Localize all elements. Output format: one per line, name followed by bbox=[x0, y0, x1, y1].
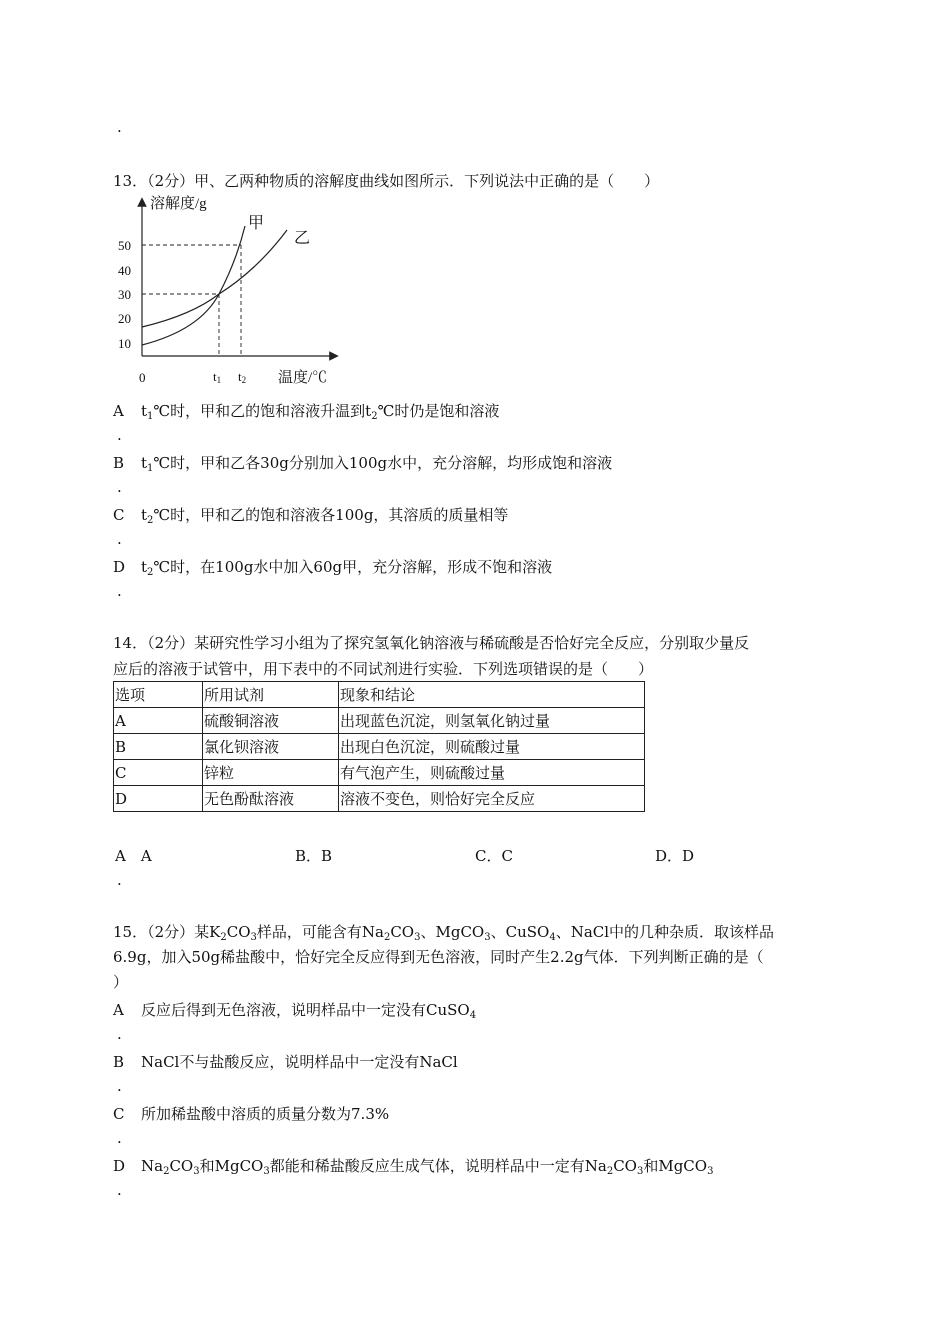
q13-option-a[interactable]: A $t_1℃$时，甲和乙的饱和溶液升温到$t_2℃$时仍是饱和溶液 bbox=[113, 402, 500, 422]
x-axis-label: 温度/℃ bbox=[278, 370, 328, 386]
table-cell: B bbox=[114, 734, 203, 760]
series-label-jia: 甲 bbox=[248, 215, 265, 232]
q13-option-c[interactable]: C $t_2℃$时，甲和乙的饱和溶液各100g，其溶质的质量相等 bbox=[113, 506, 509, 526]
q15-option-c[interactable]: C 所加稀盐酸中溶质的质量分数为7.3% bbox=[113, 1105, 390, 1123]
series-label-yi: 乙 bbox=[294, 230, 311, 247]
table-cell: 锌粒 bbox=[203, 760, 339, 786]
table-cell: 出现白色沉淀，则硫酸过量 bbox=[339, 734, 645, 760]
table-cell: C bbox=[114, 760, 203, 786]
q14-choice-a[interactable]: A A bbox=[115, 847, 152, 865]
table-header-cell: 现象和结论 bbox=[339, 682, 645, 708]
table-row bbox=[114, 708, 645, 734]
table-cell: 有气泡产生，则硫酸过量 bbox=[339, 760, 645, 786]
option-dot: . bbox=[117, 426, 122, 444]
y-axis-label: 溶解度/g bbox=[150, 196, 207, 212]
x-tick-label-t1: t1 bbox=[213, 369, 222, 385]
table-cell: D bbox=[114, 786, 203, 812]
table-header-cell: 选项 bbox=[114, 682, 203, 708]
option-dot: . bbox=[117, 1129, 122, 1147]
table-cell: 出现蓝色沉淀，则氢氧化钠过量 bbox=[339, 708, 645, 734]
q15-stem-line3: ） bbox=[113, 973, 129, 991]
option-dot: . bbox=[117, 1025, 122, 1043]
q15-stem-line2: 6.9g，加入50g稀盐酸中，恰好完全反应得到无色溶液，同时产生2.2g气体．下列判断正确的是（ bbox=[113, 948, 764, 966]
option-dot: . bbox=[117, 1181, 122, 1199]
q14-choice-c[interactable]: C．C bbox=[475, 847, 513, 865]
y-tick-label: 20 bbox=[118, 311, 131, 326]
option-dot: . bbox=[117, 582, 122, 600]
option-dot: . bbox=[117, 530, 122, 548]
table-row bbox=[114, 734, 645, 760]
q14-choice-b[interactable]: B．B bbox=[295, 847, 333, 865]
option-text: 反应后得到无色溶液，说明样品中一定没有CuSO$_4$ bbox=[141, 1001, 477, 1021]
table-cell: 硫酸铜溶液 bbox=[203, 708, 339, 734]
q15-stem-line1 bbox=[113, 921, 774, 942]
option-dot: . bbox=[117, 871, 122, 889]
option-text: NaCl不与盐酸反应，说明样品中一定没有NaCl bbox=[141, 1053, 458, 1071]
table-cell: 无色酚酞溶液 bbox=[203, 786, 339, 812]
curve-jia bbox=[142, 226, 245, 345]
q13-stem: 13．（2分）甲、乙两种物质的溶解度曲线如图所示．下列说法中正确的是（ ） bbox=[113, 172, 660, 190]
page-top-dot: . bbox=[117, 118, 122, 136]
y-tick-label: 30 bbox=[118, 287, 131, 302]
option-text: $Na_2CO_3$和MgCO$_3$都能和稀盐酸反应生成气体，说明样品中一定有$Na_2CO_3$和MgCO$_3$ bbox=[141, 1157, 714, 1177]
q13-solubility-chart bbox=[112, 190, 352, 390]
y-tick-label: 50 bbox=[118, 238, 131, 253]
table-cell: 溶液不变色，则恰好完全反应 bbox=[339, 786, 645, 812]
q14-stem-line1: 14．（2分）某研究性学习小组为了探究氢氧化钠溶液与稀硫酸是否恰好完全反应，分别取少量反 bbox=[113, 634, 750, 652]
table-row bbox=[114, 786, 645, 812]
q15-option-d[interactable]: D $Na_2CO_3$和MgCO$_3$都能和稀盐酸反应生成气体，说明样品中一定有$Na_2CO_3$和MgCO$_3$ bbox=[113, 1157, 714, 1177]
q13-option-d[interactable]: D $t_2℃$时，在100g水中加入60g甲，充分溶解，形成不饱和溶液 bbox=[113, 558, 553, 578]
option-dot: . bbox=[117, 1077, 122, 1095]
option-text: 所加稀盐酸中溶质的质量分数为7.3% bbox=[141, 1105, 390, 1123]
x-tick-label-t2: t2 bbox=[238, 369, 247, 385]
q15-option-b[interactable]: B NaCl不与盐酸反应，说明样品中一定没有NaCl bbox=[113, 1053, 458, 1071]
q14-choice-d[interactable]: D．D bbox=[655, 847, 695, 865]
origin-label: 0 bbox=[139, 370, 146, 385]
q14-stem-line2: 应后的溶液于试管中，用下表中的不同试剂进行实验．下列选项错误的是（ ） bbox=[113, 660, 654, 678]
table-cell: 氯化钡溶液 bbox=[203, 734, 339, 760]
y-tick-label: 40 bbox=[118, 263, 131, 278]
q14-table bbox=[113, 681, 645, 812]
option-dot: . bbox=[117, 478, 122, 496]
table-header-row bbox=[114, 682, 645, 708]
q15-stem-render: 15．（2分）某$K_2CO_3$样品，可能含有$Na_2CO_3$、MgCO$_3$、CuSO$_4$、NaCl中的几种杂质．取该样品 bbox=[113, 923, 775, 943]
q13-option-b[interactable]: B $t_1℃$时，甲和乙各30g分别加入100g水中，充分溶解，均形成饱和溶液 bbox=[113, 454, 613, 474]
table-row bbox=[114, 760, 645, 786]
y-tick-label: 10 bbox=[118, 336, 131, 351]
q15-option-a[interactable]: A 反应后得到无色溶液，说明样品中一定没有CuSO$_4$ bbox=[113, 1001, 477, 1021]
table-header-cell: 所用试剂 bbox=[203, 682, 339, 708]
table-cell: A bbox=[114, 708, 203, 734]
